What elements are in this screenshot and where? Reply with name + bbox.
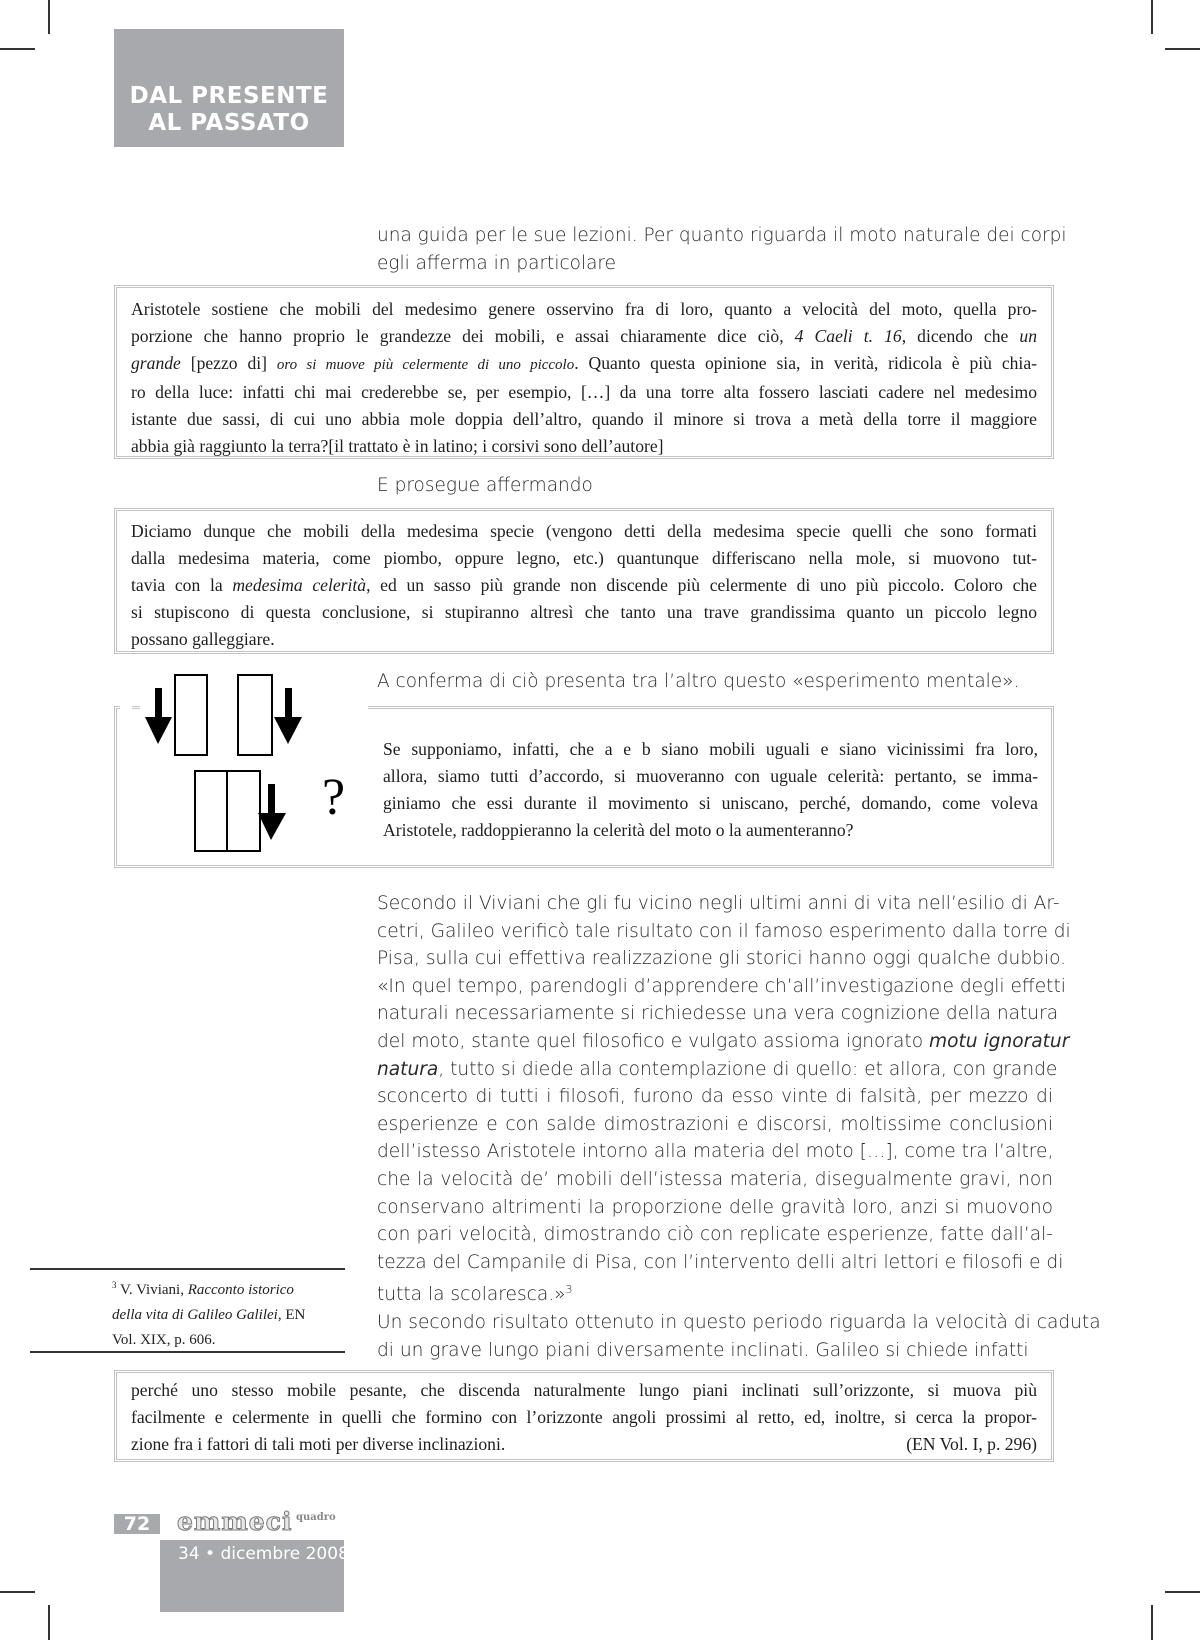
body-line: conservano altrimenti la proporzione delle gravità loro, anzi si muovono xyxy=(377,1196,1053,1218)
body-line: tezza del Campanile di Pisa, con l’intervento delli altri lettori e filosofi e di xyxy=(377,1251,1064,1273)
footnote-line: della vita di Galileo Galilei, EN xyxy=(112,1307,306,1323)
quote-line: Diciamo dunque che mobili della medesima specie (vengono detti della medesima specie quelli che sono formati xyxy=(131,521,1037,541)
quote-line: istante due sassi, di cui uno abbia mole doppia dell’altro, quando il minore si trova a metà della torre il maggiore xyxy=(131,409,1037,429)
quote-line: abbia già raggiunto la terra?[il trattato è in latino; i corsivi sono dell’autore] xyxy=(131,436,664,456)
quote-line: zione fra i fattori di tali moti per diverse inclinazioni. (EN Vol. I, p. 296) xyxy=(131,1431,1037,1458)
body-line: cetri, Galileo verificò tale risultato con il famoso esperimento dalla torre di xyxy=(377,920,1071,942)
quote-line: Se supponiamo, infatti, che a e b siano mobili uguali e siano vicinissimi fra loro, xyxy=(383,739,1038,759)
crop-mark xyxy=(1165,1591,1200,1593)
quote-line: porzione che hanno proprio le grandezze dei mobili, e assai chiaramente dice ciò, 4 Caeli t. 16, dicendo che un xyxy=(131,326,1037,346)
footnote-rule-top xyxy=(30,1268,345,1270)
body-line: che la velocità de’ mobili dell’istessa materia, disegualmente gravi, non xyxy=(377,1168,1053,1190)
quote-line: Aristotele, raddoppieranno la celerità del moto o la aumenteranno? xyxy=(383,820,854,840)
footnote-ref[interactable]: 3 xyxy=(565,1283,573,1297)
quote-thought-experiment-text xyxy=(383,736,1038,844)
intro-paragraph xyxy=(377,222,1067,278)
quote-line: Aristotele sostiene che mobili del medesimo genere osservino fra di loro, quanto a velocità del moto, quella pro- xyxy=(131,299,1037,319)
body-line: «In quel tempo, parendogli d’apprendere ch’all’investigazione degli effetti xyxy=(377,975,1066,997)
body-line: di un grave lungo piani diversamente inclinati. Galileo si chiede infatti xyxy=(377,1339,1029,1361)
body-line: del moto, stante quel filosofico e vulgato assioma ignorato motu ignoratur xyxy=(377,1030,1070,1052)
body-line: naturali necessariamente si richiedesse una vera cognizione della natura xyxy=(377,1003,1059,1025)
crop-mark xyxy=(1151,1605,1153,1640)
footnote-line: $^3$ V. Viviani, Racconto istorico xyxy=(112,1280,294,1298)
section-title xyxy=(114,83,344,137)
quote-line: allora, siamo tutti d’accordo, si muoveranno con uguale celerità: pertanto, se imma- xyxy=(383,766,1038,786)
body-paragraph xyxy=(377,890,1101,1364)
page-number: 72 xyxy=(114,1514,160,1534)
quote-line: grande [pezzo di] oro si muove più celermente di uno piccolo. Quanto questa opinione sia, in verità, ridicola è più chia- xyxy=(131,353,1037,373)
quote-line: giniamo che essi durante il movimento si uniscano, perché, domando, come voleva xyxy=(383,793,1038,813)
body-line: sconcerto di tutti i filosofi, furono da esso vinte di falsità, per mezzo di xyxy=(377,1086,1053,1108)
quote-line: dalla medesima materia, come piombo, oppure legno, etc.) quantunque differiscano nella mole, si muovono tut- xyxy=(131,548,1037,568)
quote-box-aristotle xyxy=(114,285,1054,459)
transition-text xyxy=(377,472,1053,500)
question-mark: ? xyxy=(322,769,346,826)
quote-line: ro della luce: infatti chi mai crederebbe se, per esempio, […] da una torre alta fossero lasciati cadere nel medesimo xyxy=(131,382,1037,402)
body-line: natura, tutto si diede alla contemplazione di quello: et allora, con grande xyxy=(377,1058,1058,1080)
magazine-logo-sup: quadro xyxy=(296,1512,336,1523)
footnote-rule-bottom xyxy=(30,1351,345,1353)
body-line: Pisa, sulla cui effettiva realizzazione gli storici hanno oggi qualche dubbio. xyxy=(377,948,1067,970)
transition-line: E prosegue affermando xyxy=(377,475,593,496)
quote-box-same-species xyxy=(114,508,1054,654)
intro-line: una guida per le sue lezioni. Per quanto riguarda il moto naturale dei corpi xyxy=(377,225,1067,246)
intro-line: egli afferma in particolare xyxy=(377,253,617,274)
quote-line: perché uno stesso mobile pesante, che discenda naturalmente lungo piani inclinati sull’orizzonte, si muova più xyxy=(131,1380,1037,1400)
citation: (EN Vol. I, p. 296) xyxy=(906,1434,1037,1454)
crop-mark xyxy=(0,48,35,50)
body-line: Secondo il Viviani che gli fu vicino negli ultimi anni di vita nell’esilio di Ar- xyxy=(377,893,1060,914)
quote-box-inclined-planes xyxy=(114,1370,1054,1462)
footnote xyxy=(112,1273,344,1353)
border-gap xyxy=(120,700,132,712)
quote-line: si stupiscono di questa conclusione, si stupiranno altresì che tanto una trave grandissima quanto un piccolo legno xyxy=(131,602,1037,622)
section-title-line2: AL PASSATO xyxy=(148,110,310,136)
body-line: con pari velocità, dimostrando ciò con replicate esperienze, fatte dall’al- xyxy=(377,1224,1053,1246)
crop-mark xyxy=(48,1605,50,1640)
magazine-logo: emmeci xyxy=(177,1507,293,1536)
quote-line: tavia con la medesima celerità, ed un sasso più grande non discende più celermente di uno più piccolo. Coloro che xyxy=(131,575,1037,595)
issue-label: 34 • dicembre 2008 xyxy=(178,1544,349,1564)
transition-line: A conferma di ciò presenta tra l’altro questo «esperimento mentale». xyxy=(377,671,1020,692)
quote-line: possano galleggiare. xyxy=(131,629,275,649)
footnote-line: Vol. XIX, p. 606. xyxy=(112,1332,216,1348)
body-line: dell’istesso Aristotele intorno alla materia del moto […], come tra l’altre, xyxy=(377,1141,1054,1163)
crop-mark xyxy=(48,0,50,34)
quote-line: facilmente e celermente in quelli che formino con l’orizzonte angoli prossimi al retto, ed, inoltre, si cerca la propor- xyxy=(131,1407,1037,1427)
thought-experiment-figure xyxy=(140,672,370,852)
crop-mark xyxy=(0,1591,35,1593)
body-line: tutta la scolaresca.»$^3$ xyxy=(377,1283,573,1306)
transition-text xyxy=(377,668,1053,696)
body-line: esperienze e con salde dimostrazioni e discorsi, moltissime conclusioni xyxy=(377,1113,1053,1135)
crop-mark xyxy=(1165,48,1200,50)
crop-mark xyxy=(1151,0,1153,34)
section-title-line1: DAL PRESENTE xyxy=(129,83,329,109)
body-line: Un secondo risultato ottenuto in questo periodo riguarda la velocità di caduta xyxy=(377,1312,1101,1334)
